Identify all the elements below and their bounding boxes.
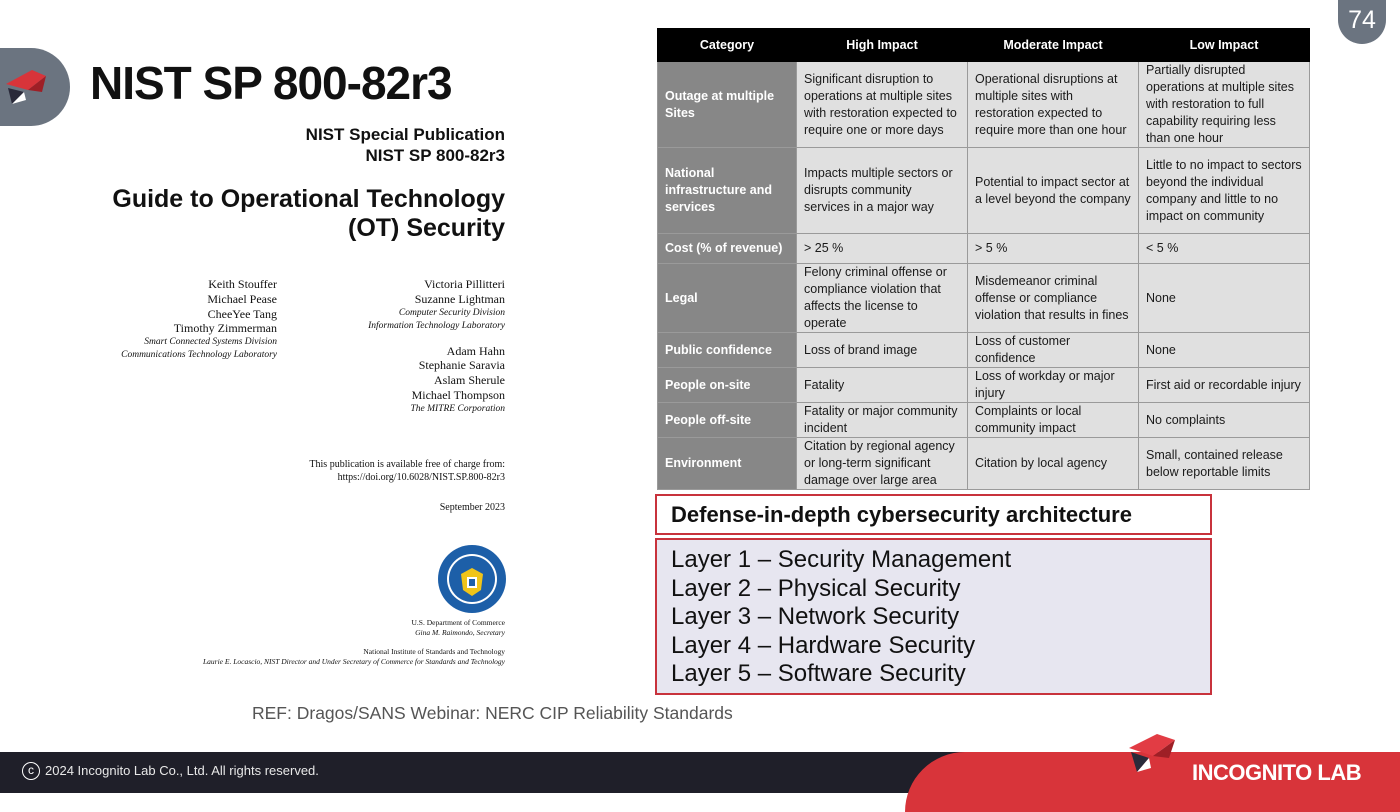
department-credit	[200, 618, 505, 637]
table-row	[658, 438, 1310, 490]
low-impact-cell: None	[1139, 264, 1310, 333]
department-name: U.S. Department of Commerce	[411, 618, 505, 627]
table-header-row	[658, 29, 1310, 62]
moderate-impact-cell: Operational disruptions at multiple sites with restoration expected to require more than one hour	[968, 62, 1139, 148]
high-impact-cell: > 25 %	[797, 234, 968, 264]
column-header: High Impact	[797, 29, 968, 62]
incognito-logo-icon	[1125, 728, 1183, 778]
high-impact-cell: Impacts multiple sectors or disrupts community services in a major way	[797, 148, 968, 234]
column-header: Category	[658, 29, 797, 62]
category-cell: Cost (% of revenue)	[658, 234, 797, 264]
title-line-1: Guide to Operational Technology	[112, 185, 505, 213]
department-of-commerce-seal-icon	[437, 544, 507, 614]
column-header: Low Impact	[1139, 29, 1310, 62]
logo-tab	[0, 48, 70, 126]
high-impact-cell: Fatality or major community incident	[797, 403, 968, 438]
title-line-2: (OT) Security	[348, 214, 505, 242]
deck-title: NIST SP 800-82r3	[90, 57, 452, 109]
affiliation: Computer Security Division	[398, 307, 505, 318]
table-row	[658, 264, 1310, 333]
copyright-text: 2024 Incognito Lab Co., Ltd. All rights reserved.	[45, 763, 319, 778]
category-cell: Outage at multiple Sites	[658, 62, 797, 148]
affiliation: Smart Connected Systems Division	[144, 337, 277, 348]
moderate-impact-cell: > 5 %	[968, 234, 1139, 264]
author: Victoria Pillitteri	[424, 277, 505, 291]
high-impact-cell: Citation by regional agency or long-term significant damage over large area	[797, 438, 968, 490]
doi-link: https://doi.org/10.6028/NIST.SP.800-82r3	[337, 472, 505, 483]
author: Michael Thompson	[411, 387, 505, 402]
impact-table	[657, 28, 1310, 490]
affiliation: Information Technology Laboratory	[368, 320, 505, 331]
availability-note	[200, 458, 505, 484]
affiliation: Communications Technology Laboratory	[121, 350, 277, 361]
table-row	[658, 234, 1310, 264]
department-secretary: Gina M. Raimondo, Secretary	[415, 627, 505, 637]
series-line-1: NIST Special Publication	[305, 125, 505, 144]
high-impact-cell: Significant disruption to operations at multiple sites with restoration expected to require one or more days	[797, 62, 968, 148]
category-cell: Environment	[658, 438, 797, 490]
low-impact-cell: First aid or recordable injury	[1139, 368, 1310, 403]
series-line-2: NIST SP 800-82r3	[365, 146, 505, 165]
table-row	[658, 368, 1310, 403]
brand-name: INCOGNITO LAB	[1192, 760, 1362, 785]
layer-item: Layer 5 – Software Security	[671, 660, 966, 687]
low-impact-cell: No complaints	[1139, 403, 1310, 438]
reference-note: REF: Dragos/SANS Webinar: NERC CIP Reliability Standards	[252, 703, 733, 723]
author: Stephanie Saravia	[418, 358, 505, 373]
layer-item: Layer 2 – Physical Security	[671, 574, 961, 602]
category-cell: Legal	[658, 264, 797, 333]
low-impact-cell: < 5 %	[1139, 234, 1310, 264]
authors-right	[300, 277, 505, 416]
moderate-impact-cell: Misdemeanor criminal offense or compliance violation that results in fines	[968, 264, 1139, 333]
moderate-impact-cell: Complaints or local community impact	[968, 403, 1139, 438]
category-cell: Public confidence	[658, 333, 797, 368]
author: Aslam Sherule	[434, 373, 505, 388]
nist-credit	[200, 647, 505, 666]
moderate-impact-cell: Citation by local agency	[968, 438, 1139, 490]
high-impact-cell: Felony criminal offense or compliance violation that affects the license to operate	[797, 264, 968, 333]
high-impact-cell: Fatality	[797, 368, 968, 403]
low-impact-cell: None	[1139, 333, 1310, 368]
low-impact-cell: Little to no impact to sectors beyond the individual company and little to no impact on community	[1139, 148, 1310, 234]
nist-director: Laurie E. Locascio, NIST Director and Under Secretary of Commerce for Standards and Technology	[203, 656, 505, 666]
category-cell: People on-site	[658, 368, 797, 403]
nist-name: National Institute of Standards and Technology	[363, 647, 505, 656]
category-cell: National infrastructure and services	[658, 148, 797, 234]
low-impact-cell: Small, contained release below reportable limits	[1139, 438, 1310, 490]
page-number: 74	[1338, 0, 1386, 44]
author: CheeYee Tang	[207, 306, 277, 321]
publication-series	[240, 124, 505, 166]
table-row	[658, 148, 1310, 234]
category-cell: People off-site	[658, 403, 797, 438]
availability-line-1: This publication is available free of charge from:	[309, 459, 505, 470]
publication-date: September 2023	[439, 502, 505, 513]
author: Timothy Zimmerman	[173, 321, 277, 336]
author: Adam Hahn	[446, 343, 505, 358]
layer-item: Layer 3 – Network Security	[671, 603, 960, 630]
column-header: Moderate Impact	[968, 29, 1139, 62]
table-row	[658, 62, 1310, 148]
layer-item: Layer 4 – Hardware Security	[671, 631, 976, 659]
defense-in-depth-layers	[655, 538, 1212, 695]
high-impact-cell: Loss of brand image	[797, 333, 968, 368]
author: Michael Pease	[207, 291, 277, 306]
incognito-logo-icon	[2, 62, 58, 112]
copyright-icon: c	[22, 762, 40, 780]
table-row	[658, 333, 1310, 368]
moderate-impact-cell: Potential to impact sector at a level beyond the company	[968, 148, 1139, 234]
moderate-impact-cell: Loss of workday or major injury	[968, 368, 1139, 403]
table-row	[658, 403, 1310, 438]
layer-item: Layer 1 – Security Management	[671, 546, 1012, 573]
publication-title	[60, 185, 505, 243]
author: Suzanne Lightman	[414, 291, 505, 306]
moderate-impact-cell: Loss of customer confidence	[968, 333, 1139, 368]
defense-in-depth-title: Defense-in-depth cybersecurity architecture	[655, 494, 1212, 535]
affiliation: The MITRE Corporation	[410, 403, 505, 414]
low-impact-cell: Partially disrupted operations at multiple sites with restoration to full capability requiring less than one hour	[1139, 62, 1310, 148]
author: Keith Stouffer	[208, 277, 277, 291]
authors-left	[60, 277, 277, 362]
